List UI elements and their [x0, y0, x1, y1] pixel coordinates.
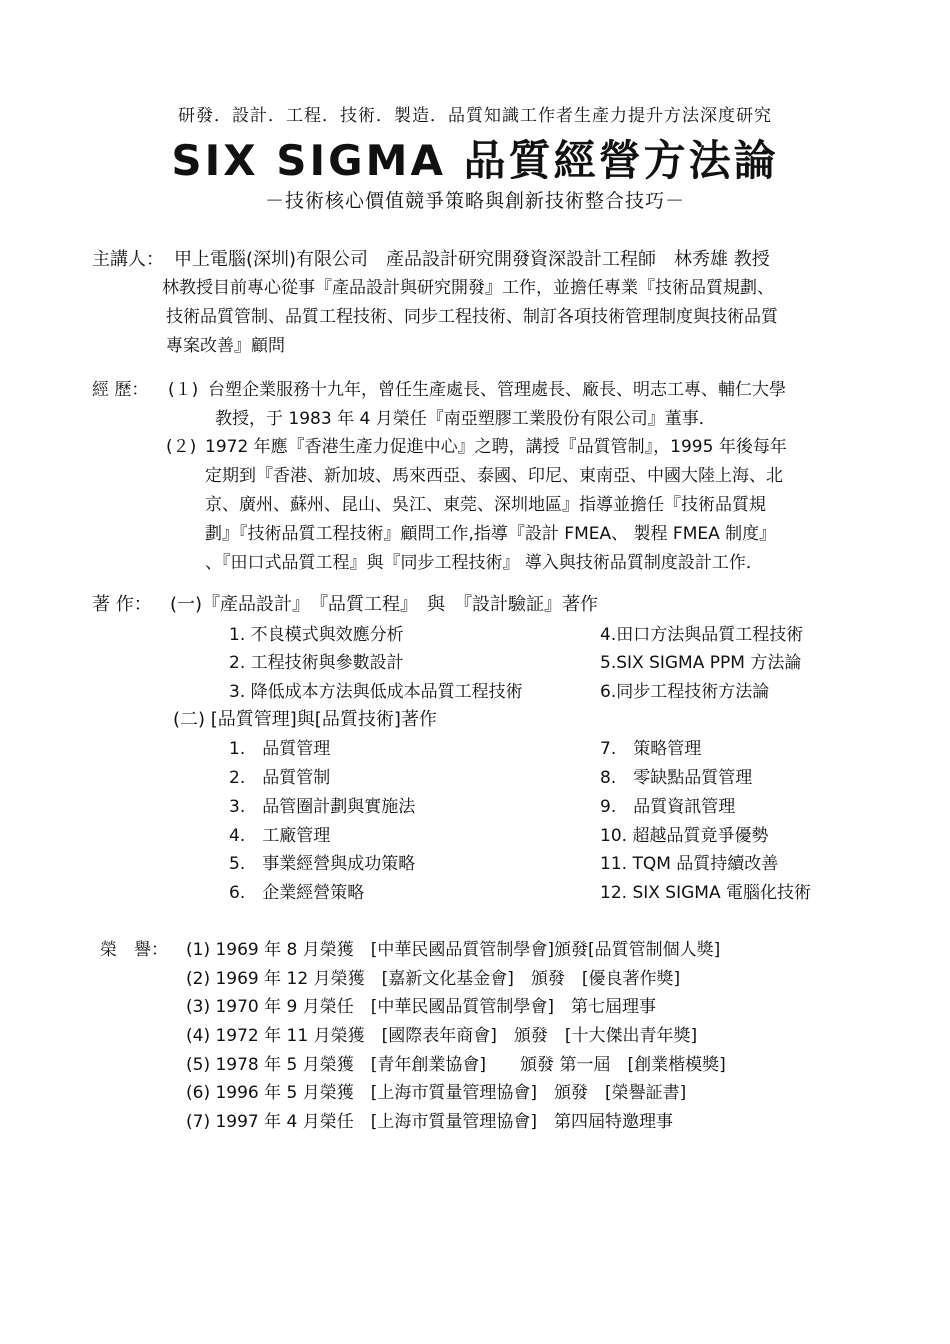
honor-item: (4) 1972 年 11 月榮獲 [國際表年商會] 頒發 [十大傑出青年獎] — [186, 1026, 698, 1046]
honor-item: (1) 1969 年 8 月榮獲 [中華民國品質管制學會]頒發[品質管制個人獎] — [186, 940, 721, 960]
works-list-item: 4.田口方法與品質工程技術 — [600, 625, 804, 645]
document-supertitle: 研發．設計．工程．技術．製造．品質知識工作者生產力提升方法深度研究 — [178, 106, 772, 126]
experience-line: 劃』『技術品質工程技術』顧問工作,指導『設計 FMEA、 製程 FMEA 制度』 — [205, 524, 777, 544]
works-list-item: 5.SIX SIGMA PPM 方法論 — [600, 653, 802, 673]
works-section-heading: (二) [品質管理]與[品質技術]著作 — [173, 709, 437, 730]
experience-line: 1972 年應『香港生產力促進中心』之聘，講授『品質管制』，1995 年後每年 — [205, 437, 787, 457]
experience-item-number: (１) — [168, 380, 199, 400]
speaker-bio-line: 林教授目前專心從事『產品設計與研究開發』工作，並擔任專業『技術品質規劃、 — [162, 278, 774, 298]
honor-item: (7) 1997 年 4 月榮任 [上海市質量管理協會] 第四屆特邀理事 — [186, 1112, 674, 1132]
works-list-item: 10. 超越品質竟爭優勢 — [600, 826, 769, 846]
works-list-item: 8. 零缺點品質管理 — [600, 768, 753, 788]
works-list-item: 6. 企業經營策略 — [229, 883, 365, 903]
document-title: SIX SIGMA 品質經營方法論 — [171, 136, 779, 185]
works-list-item: 12. SIX SIGMA 電腦化技術 — [600, 883, 811, 903]
honor-item: (5) 1978 年 5 月榮獲 [青年創業協會] 頒發 第一屆 [創業楷模獎] — [186, 1055, 726, 1075]
honor-item: (2) 1969 年 12 月榮獲 [嘉新文化基金會] 頒發 [優良著作獎] — [186, 969, 681, 989]
works-list-item: 2. 工程技術與參數設計 — [229, 653, 404, 673]
honors-label: 榮 譽： — [100, 940, 168, 960]
experience-line: 定期到『香港、新加坡、馬來西亞、泰國、印尼、東南亞、中國大陸上海、北 — [205, 466, 783, 486]
speaker-label: 主講人： — [92, 249, 164, 270]
speaker-name: 甲上電腦(深圳)有限公司 產品設計研究開發資深設計工程師 林秀雄 教授 — [174, 249, 770, 270]
works-label: 著 作： — [92, 594, 152, 615]
works-section-heading: (一)『產品設計』 『品質工程』 與 『設計驗証』著作 — [170, 594, 599, 615]
experience-item-number: (２) — [166, 437, 197, 457]
speaker-bio-line: 專案改善』顧問 — [166, 336, 285, 356]
experience-line: 京、廣州、蘇州、昆山、吳江、東莞、深圳地區』指導並擔任『技術品質規 — [205, 495, 766, 515]
works-list-item: 7. 策略管理 — [600, 739, 702, 759]
works-list-item: 3. 降低成本方法與低成本品質工程技術 — [229, 682, 523, 702]
experience-line: 台塑企業服務十九年，曾任生產處長、管理處長、廠長、明志工專、輔仁大學 — [208, 380, 786, 400]
works-list-item: 3. 品管圈計劃與實施法 — [229, 797, 416, 817]
experience-line: 、『田口式品質工程』與『同步工程技術』 導入與技術品質制度設計工作． — [205, 553, 763, 573]
document-subtitle: －技術核心價值競爭策略與創新技術整合技巧－ — [264, 190, 685, 212]
works-list-item: 4. 工廠管理 — [229, 826, 331, 846]
works-list-item: 6.同步工程技術方法論 — [600, 682, 770, 702]
experience-line: 教授，于 1983 年 4 月榮任『南亞塑膠工業股份有限公司』董事． — [215, 409, 716, 429]
works-list-item: 1. 不良模式與效應分析 — [229, 625, 404, 645]
honor-item: (6) 1996 年 5 月榮獲 [上海市質量管理協會] 頒發 [榮譽証書] — [186, 1083, 687, 1103]
works-list-item: 1. 品質管理 — [229, 739, 331, 759]
speaker-bio-line: 技術品質管制、品質工程技術、同步工程技術、制訂各項技術管理制度與技術品質 — [166, 307, 778, 327]
works-list-item: 5. 事業經營與成功策略 — [229, 854, 416, 874]
experience-label: 經 歷： — [92, 380, 149, 400]
works-list-item: 2. 品質管制 — [229, 768, 331, 788]
works-list-item: 9. 品質資訊管理 — [600, 797, 736, 817]
honor-item: (3) 1970 年 9 月榮任 [中華民國品質管制學會] 第七屆理事 — [186, 997, 657, 1017]
works-list-item: 11. TQM 品質持續改善 — [600, 854, 779, 874]
